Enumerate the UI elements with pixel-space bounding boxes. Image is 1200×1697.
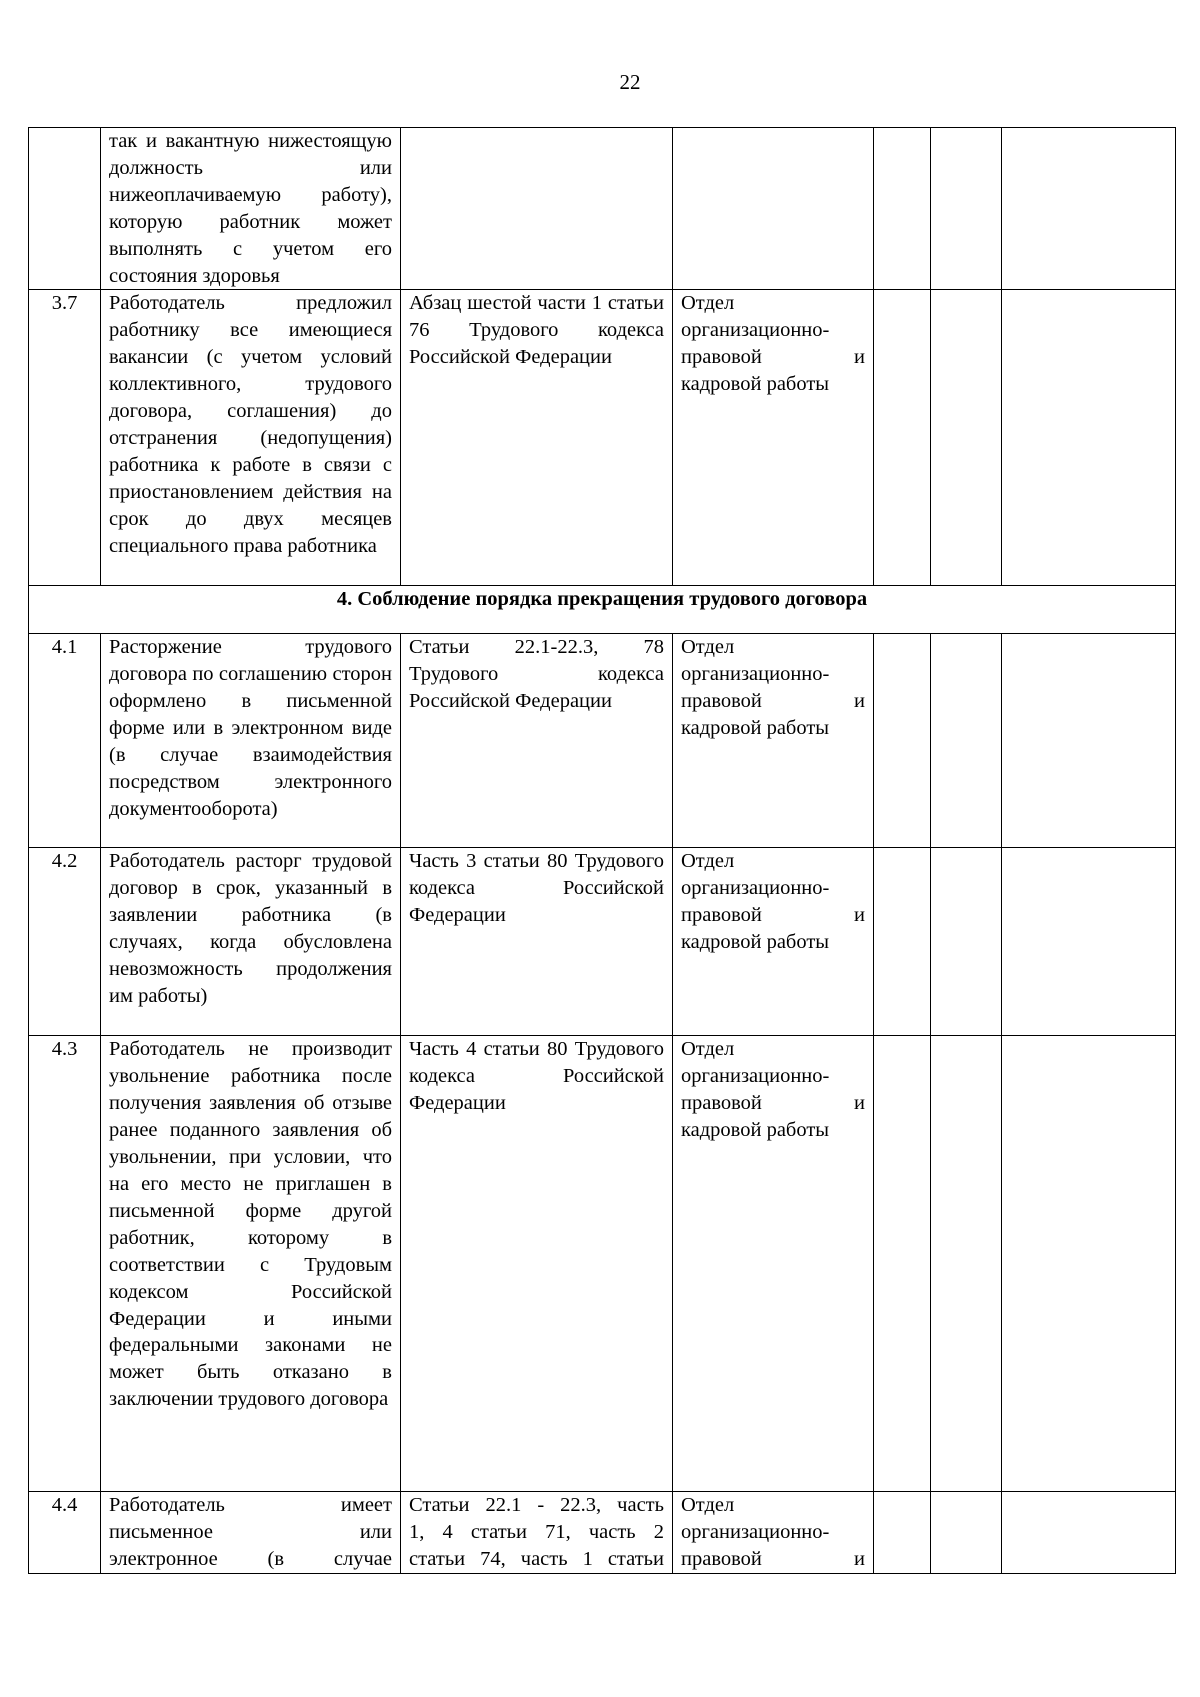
- answer-no-cell[interactable]: [931, 634, 1002, 848]
- row-number: 4.3: [29, 1036, 101, 1492]
- table-row: [29, 848, 1176, 1036]
- requirement-cell: Работодатель не производит увольнение работника после получения заявления об отзыве ранее поданного заявления об увольнении, при условии, что на его место не приглашен в письменной форме другой работник, которому в соответствии с Трудовым кодексом Российской Федерации и иными федеральными законами не может быть отказано в заключении трудового договора: [101, 1036, 401, 1492]
- answer-yes-cell[interactable]: [874, 290, 931, 586]
- answer-yes-cell[interactable]: [874, 848, 931, 1036]
- note-cell[interactable]: [1002, 1492, 1176, 1574]
- row-number: [29, 128, 101, 290]
- legal-basis-cell: Часть 3 статьи 80 Трудового кодекса Российской Федерации: [401, 848, 673, 1036]
- table-row: [29, 1492, 1176, 1574]
- legal-basis-cell: Часть 4 статьи 80 Трудового кодекса Российской Федерации: [401, 1036, 673, 1492]
- table-row: [29, 290, 1176, 586]
- note-cell[interactable]: [1002, 848, 1176, 1036]
- table-row: [29, 128, 1176, 290]
- checklist-table: [28, 127, 1176, 1574]
- responsible-cell: Отдел организационно- правовой и: [673, 1492, 874, 1574]
- section-header-row: [29, 586, 1176, 634]
- answer-no-cell[interactable]: [931, 1492, 1002, 1574]
- responsible-cell: [673, 128, 874, 290]
- requirement-cell: Работодатель расторг трудовой договор в срок, указанный в заявлении работника (в случаях, когда обусловлена невозможность продолжения им работы): [101, 848, 401, 1036]
- table-row: [29, 1036, 1176, 1492]
- note-cell[interactable]: [1002, 634, 1176, 848]
- note-cell[interactable]: [1002, 1036, 1176, 1492]
- legal-basis-cell: Статьи 22.1 - 22.3, часть 1, 4 статьи 71, часть 2 статьи 74, часть 1 статьи: [401, 1492, 673, 1574]
- responsible-cell: Отдел организационно- правовой и кадровой работы: [673, 1036, 874, 1492]
- requirement-cell: Работодатель предложил работнику все имеющиеся вакансии (с учетом условий коллективного, трудового договора, соглашения) до отстранения (недопущения) работника к работе в связи с приостановлением действия на срок до двух месяцев специального права работника: [101, 290, 401, 586]
- row-number: 3.7: [29, 290, 101, 586]
- section-title: 4. Соблюдение порядка прекращения трудового договора: [29, 586, 1176, 634]
- note-cell[interactable]: [1002, 290, 1176, 586]
- responsible-cell: Отдел организационно- правовой и кадровой работы: [673, 634, 874, 848]
- row-number: 4.4: [29, 1492, 101, 1574]
- answer-no-cell[interactable]: [931, 128, 1002, 290]
- legal-basis-cell: Статьи 22.1-22.3, 78 Трудового кодекса Российской Федерации: [401, 634, 673, 848]
- answer-no-cell[interactable]: [931, 290, 1002, 586]
- answer-no-cell[interactable]: [931, 1036, 1002, 1492]
- answer-yes-cell[interactable]: [874, 128, 931, 290]
- legal-basis-cell: Абзац шестой части 1 статьи 76 Трудового кодекса Российской Федерации: [401, 290, 673, 586]
- row-number: 4.1: [29, 634, 101, 848]
- requirement-cell: так и вакантную нижестоящую должность или нижеоплачиваемую работу), которую работник может выполнять с учетом его состояния здоровья: [101, 128, 401, 290]
- responsible-cell: Отдел организационно- правовой и кадровой работы: [673, 290, 874, 586]
- requirement-cell: Расторжение трудового договора по соглашению сторон оформлено в письменной форме или в электронном виде (в случае взаимодействия посредством электронного документооборота): [101, 634, 401, 848]
- legal-basis-cell: [401, 128, 673, 290]
- requirement-cell: Работодатель имеет письменное или электронное (в случае: [101, 1492, 401, 1574]
- page-number: 22: [619, 70, 641, 94]
- answer-yes-cell[interactable]: [874, 1492, 931, 1574]
- note-cell[interactable]: [1002, 128, 1176, 290]
- table-row: [29, 634, 1176, 848]
- responsible-cell: Отдел организационно- правовой и кадровой работы: [673, 848, 874, 1036]
- answer-yes-cell[interactable]: [874, 634, 931, 848]
- answer-yes-cell[interactable]: [874, 1036, 931, 1492]
- row-number: 4.2: [29, 848, 101, 1036]
- answer-no-cell[interactable]: [931, 848, 1002, 1036]
